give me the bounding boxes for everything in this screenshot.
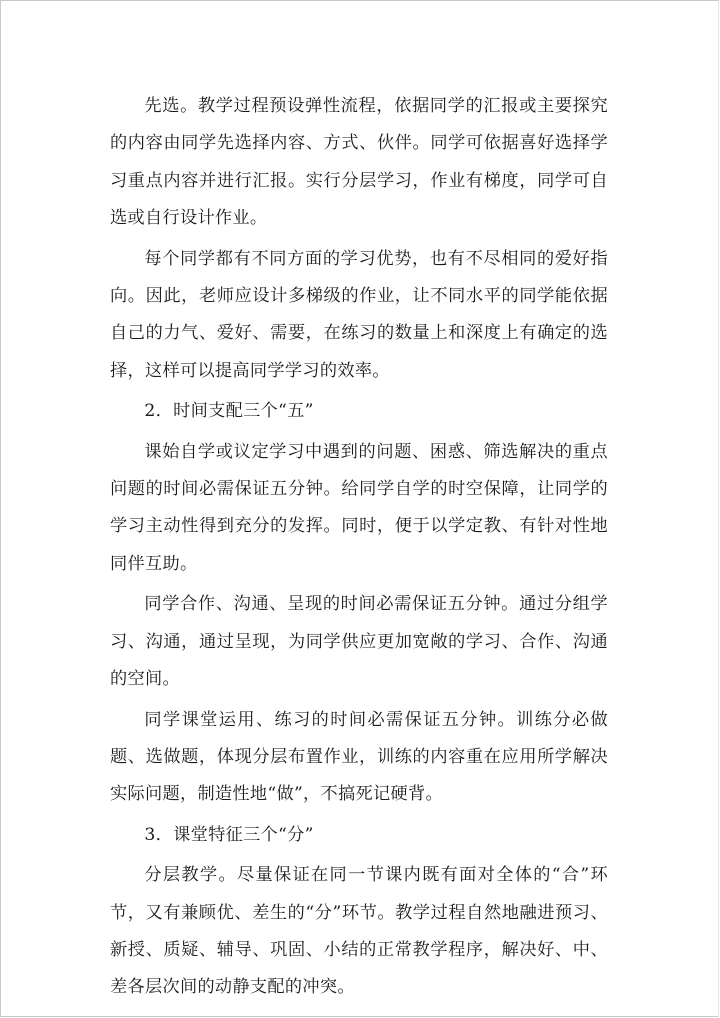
paragraph-first-choice: 先选。教学过程预设弹性流程，依据同学的汇报或主要探究的内容由同学先选择内容、方式、伙伴。同学可依据喜好选择学习重点内容并进行汇报。实行分层学习，作业有梯度，同学可自选或自行设计作业。 — [110, 96, 608, 229]
paragraph-learning-advantages: 每个同学都有不同方面的学习优势，也有不尽相同的爱好指向。因此，老师应设计多梯级的作业，让不同水平的同学能依据自己的力气、爱好、需要，在练习的数量上和深度上有确定的选择，这样可以提高同学学习的效率。 — [110, 248, 608, 381]
paragraph-layered-teaching: 分层教学。尽量保证在同一节课内既有面对全体的“合”环节，又有兼顾优、差生的“分”环节。教学过程自然地融进预习、新授、质疑、辅导、巩固、小结的正常教学程序，解决好、中、差各层次间的动静支配的冲突。 — [110, 865, 608, 998]
paragraph-self-study-time: 课始自学或议定学习中遇到的问题、困惑、筛选解决的重点问题的时间必需保证五分钟。给同学自学的时空保障，让同学的学习主动性得到充分的发挥。同时，便于以学定教、有针对性地同伴互助。 — [110, 441, 608, 574]
paragraph-practice-time: 同学课堂运用、练习的时间必需保证五分钟。训练分必做题、选做题，体现分层布置作业，训练的内容重在应用所学解决实际问题，制造性地“做”，不搞死记硬背。 — [110, 709, 608, 805]
section-heading-features: 3．课堂特征三个“分” — [144, 824, 314, 845]
section-heading-time: 2．时间支配三个“五” — [144, 401, 314, 422]
paragraph-cooperation-time: 同学合作、沟通、呈现的时间必需保证五分钟。通过分组学习、沟通，通过呈现，为同学供应更加宽敞的学习、合作、沟通的空间。 — [110, 594, 608, 690]
document-body — [110, 88, 608, 1010]
